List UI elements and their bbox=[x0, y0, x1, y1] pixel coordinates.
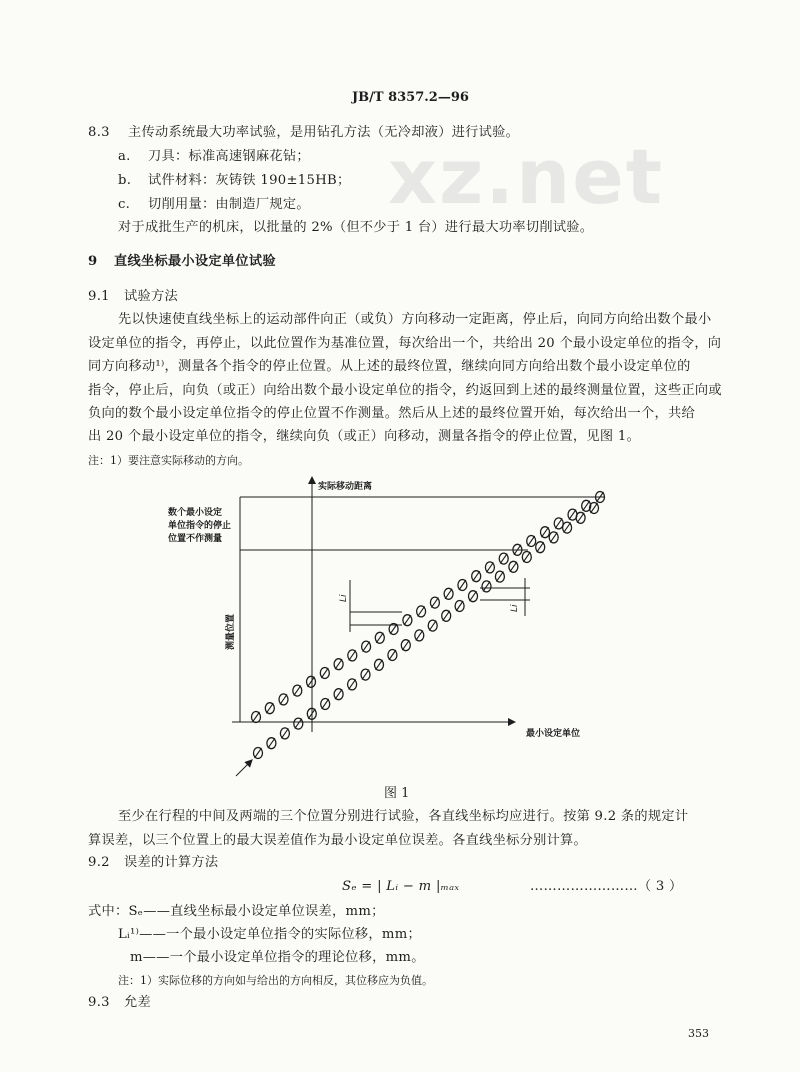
upper-stop-slash bbox=[321, 668, 328, 678]
lower-stop-slash bbox=[537, 542, 544, 552]
lower-stop-slash bbox=[322, 699, 329, 709]
upper-stop-slash bbox=[542, 527, 549, 537]
where-line-1: 式中：Sₑ——直线坐标最小设定单位误差，mm； bbox=[88, 904, 385, 919]
upper-stop-slash bbox=[583, 501, 590, 511]
list-item-label-c: c. bbox=[118, 197, 131, 212]
watermark: xz.net bbox=[388, 132, 665, 221]
paragraph-line-3: 同方向移动¹⁾，测量各个指令的停止位置。从上述的最终位置，继续向同方向给出数个最小设定单位的 bbox=[88, 359, 691, 374]
upper-stop-slash bbox=[294, 686, 301, 696]
section-9-2-number: 9.2 bbox=[88, 855, 110, 870]
paragraph-line-6: 出 20 个最小设定单位的指令，继续向负（或正）向移动，测量各指令的停止位置，见图 1。 bbox=[88, 429, 641, 444]
lower-stop-slash bbox=[470, 591, 477, 601]
section-9-3-title: 允差 bbox=[124, 995, 151, 1010]
lower-stop-slash bbox=[577, 513, 584, 523]
measure-position-label: 测量位置 bbox=[226, 613, 236, 650]
upper-stop-slash bbox=[528, 536, 535, 546]
after-figure-line-2: 算误差，以三个位置上的最大误差值作为最小设定单位误差。各直线坐标分别计算。 bbox=[88, 833, 588, 848]
y-axis-label: 实际移动距离 bbox=[318, 482, 373, 492]
lower-stop-slash bbox=[591, 503, 598, 513]
x-axis-label: 最小设定单位 bbox=[526, 729, 581, 739]
upper-stop-slash bbox=[459, 580, 466, 590]
paragraph-line-2: 设定单位的指令，再停止，以此位置作为基准位置，每次给出一个，共给出 20 个最小设定单位的指令，向 bbox=[88, 336, 722, 351]
lower-stop-slash bbox=[416, 630, 423, 640]
upper-stop-position-circles bbox=[252, 492, 605, 723]
section-9-3-number: 9.3 bbox=[88, 995, 110, 1010]
upper-stop-slash bbox=[363, 642, 370, 652]
section-9-2-title: 误差的计算方法 bbox=[124, 855, 219, 870]
list-item-text-c: 切削用量：由制造厂规定。 bbox=[148, 197, 310, 212]
no-measure-label-line-2: 单位指令的停止 bbox=[168, 521, 232, 531]
upper-stop-slash bbox=[445, 589, 452, 599]
upper-stop-slash bbox=[500, 554, 507, 564]
upper-stop-slash bbox=[555, 518, 562, 528]
lower-stop-slash bbox=[483, 581, 490, 591]
figure-caption: 图 1 bbox=[384, 786, 410, 801]
no-measure-label-line-3: 位置不作测量 bbox=[168, 534, 223, 544]
lower-stop-slash bbox=[255, 748, 262, 758]
upper-stop-slash bbox=[253, 712, 260, 722]
lower-stop-slash bbox=[523, 552, 530, 562]
upper-stop-slash bbox=[308, 677, 315, 687]
section-8-3-number: 8.3 bbox=[88, 125, 110, 140]
lower-stop-slash bbox=[362, 670, 369, 680]
upper-stop-slash bbox=[431, 598, 438, 608]
upper-stop-slash bbox=[569, 510, 576, 520]
section-9-1-title: 试验方法 bbox=[124, 289, 178, 304]
upper-stop-slash bbox=[280, 694, 287, 704]
upper-stop-slash bbox=[473, 571, 480, 581]
lower-stop-slash bbox=[443, 611, 450, 621]
lower-stop-slash bbox=[496, 572, 503, 582]
lower-stop-slash bbox=[510, 562, 517, 572]
lower-stop-slash bbox=[268, 738, 275, 748]
list-item-text-b: 试件材料：灰铸铁 190±15HB； bbox=[148, 173, 351, 188]
upper-stop-slash bbox=[418, 606, 425, 616]
li-label-left: Li bbox=[339, 594, 349, 602]
lower-stop-slash bbox=[550, 532, 557, 542]
upper-stop-slash bbox=[404, 615, 411, 625]
lower-stop-slash bbox=[402, 640, 409, 650]
entry-arrow bbox=[236, 762, 250, 776]
section-9-2-note: 注：1）实际位移的方向如与给出的方向相反，其位移应为负值。 bbox=[118, 974, 433, 987]
lower-stop-slash bbox=[295, 719, 302, 729]
section-9-1-note: 注：1）要注意实际移动的方向。 bbox=[88, 454, 249, 467]
section-9-number: 9 bbox=[88, 254, 98, 269]
upper-stop-slash bbox=[349, 650, 356, 660]
lower-stop-slash bbox=[429, 621, 436, 631]
lower-stop-position-circles bbox=[254, 503, 599, 759]
paragraph-line-5: 负向的数个最小设定单位指令的停止位置不作测量。然后从上述的最终位置开始，每次给出一个，共给 bbox=[88, 406, 695, 421]
where-line-2: Lᵢ¹⁾——一个最小设定单位指令的实际位移，mm； bbox=[118, 927, 422, 942]
standard-code-header: JB/T 8357.2—96 bbox=[352, 90, 469, 105]
section-9-1-number: 9.1 bbox=[88, 289, 110, 304]
lower-stop-slash bbox=[389, 650, 396, 660]
formula: Sₑ = | Lᵢ − m |ₘₐₓ bbox=[342, 879, 460, 894]
where-line-3: m——一个最小设定单位指令的理论位移，mm。 bbox=[130, 950, 425, 965]
paragraph-line-4: 指令，停止后，向负（或正）向给出数个最小设定单位的指令，约返回到上述的最终测量位置，这些正向或 bbox=[88, 383, 722, 398]
section-9-title: 直线坐标最小设定单位试验 bbox=[114, 254, 276, 269]
upper-stop-slash bbox=[486, 562, 493, 572]
list-item-label-a: a. bbox=[118, 149, 131, 164]
list-item-label-b: b. bbox=[118, 173, 132, 188]
lower-stop-slash bbox=[335, 689, 342, 699]
upper-stop-slash bbox=[335, 659, 342, 669]
lower-stop-slash bbox=[349, 679, 356, 689]
lower-stop-slash bbox=[456, 601, 463, 611]
after-figure-line-1: 至少在行程的中间及两端的三个位置分别进行试验，各直线坐标均应进行。按第 9.2 条的规定计 bbox=[118, 809, 689, 824]
section-8-3-note: 对于成批生产的机床，以批量的 2%（但不少于 1 台）进行最大功率切削试验。 bbox=[118, 220, 594, 235]
lower-stop-slash bbox=[564, 523, 571, 533]
lower-stop-slash bbox=[376, 660, 383, 670]
paragraph-line-1: 先以快速使直线坐标上的运动部件向正（或负）方向移动一定距离，停止后，向同方向给出数个最小 bbox=[118, 312, 712, 327]
lower-stop-slash bbox=[281, 728, 288, 738]
no-measure-label-line-1: 数个最小设定 bbox=[168, 508, 223, 518]
page-number: 353 bbox=[688, 1027, 709, 1040]
section-8-3-text: 主传动系统最大功率试验，是用钻孔方法（无冷却液）进行试验。 bbox=[128, 125, 520, 140]
list-item-text-a: 刀具：标准高速钢麻花钻； bbox=[148, 149, 310, 164]
li-label-right: Li bbox=[510, 604, 520, 612]
upper-stop-slash bbox=[266, 703, 273, 713]
upper-stop-slash bbox=[376, 633, 383, 643]
formula-number: ……………………（ 3 ） bbox=[530, 879, 683, 894]
figure-1-diagram bbox=[0, 470, 800, 780]
